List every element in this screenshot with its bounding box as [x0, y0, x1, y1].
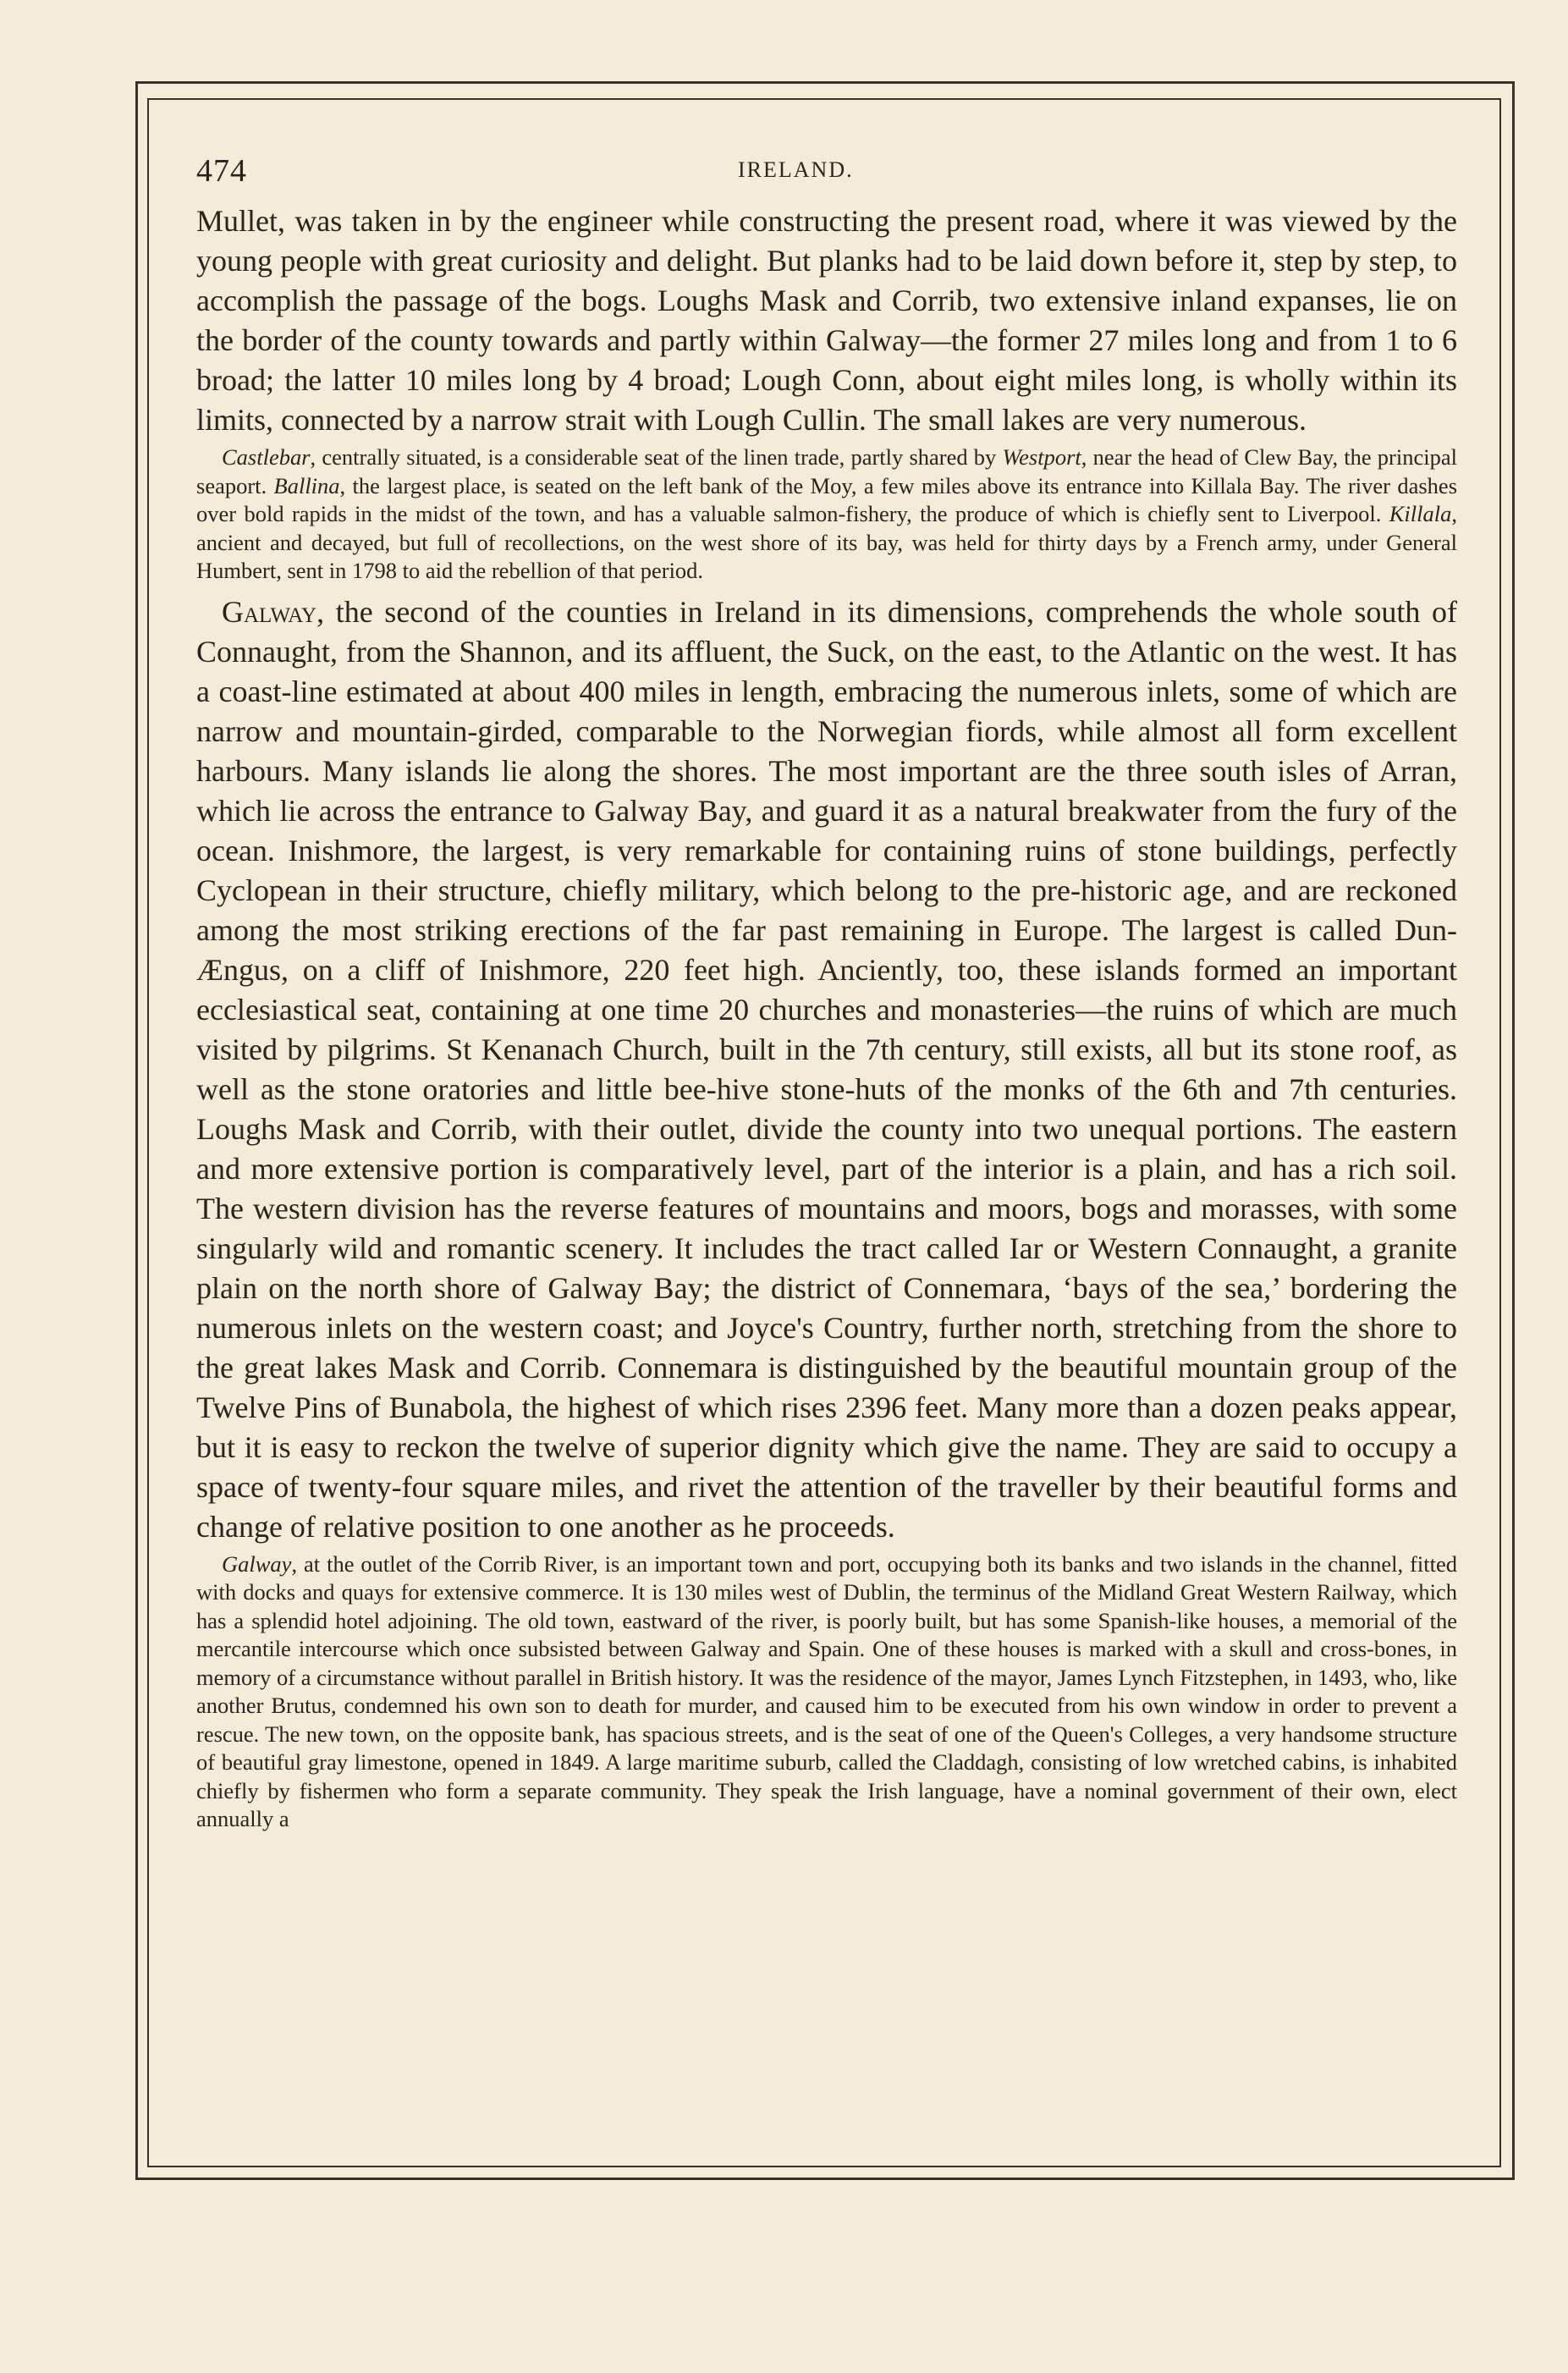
note-text: , near the head of Clew Bay, the principal seaport. — [196, 444, 1457, 498]
body-text: , the second of the counties in Ireland in its dimensions, comprehends the whole south of Connaught, from the Shannon, and its affluent, the Suck, on the east, to the Atlantic on the west. It has a coast-line estimated at about 400 miles in length, embracing the numerous inlets, some of which are narrow and mountain-girded, comparable to the Norwegian fiords, while almost all form excellent harbours. Many islands lie along the shores. The most important are the three south isles of Arran, which lie across the entrance to Galway Bay, and guard it as a natural breakwater from the fury of the ocean. Inishmore, the largest, is very remarkable for containing ruins of stone buildings, perfectly Cyclopean in their structure, chiefly military, which belong to the pre-historic age, and are reckoned among the most striking erections of the far past remaining in Europe. The largest is called Dun-Ængus, on a cliff of Inishmore, 220 feet high. Anciently, too, these islands formed an important ecclesiastical seat, containing at one time 20 churches and monasteries—the ruins of which are much visited by pilgrims. St Kenanach Church, built in the 7th century, still exists, all but its stone roof, as well as the stone oratories and little bee-hive stone-huts of the monks of the 6th and 7th centuries. Loughs Mask and Corrib, with their outlet, divide the county into two unequal portions. The eastern and more extensive portion is comparatively level, part of the interior is a plain, and has a rich soil. The western division has the reverse features of mountains and moors, bogs and morasses, with some singularly wild and romantic scenery. It includes the tract called Iar or Western Connaught, a granite plain on the north shore of Galway Bay; the district of Connemara, ‘bays of the sea,’ bordering the numerous inlets on the western coast; and Joyce's Country, further north, stretching from the shore to the great lakes Mask and Corrib. Connemara is distinguished by the beautiful mountain group of the Twelve Pins of Bunabola, the highest of which rises 2396 feet. Many more than a dozen peaks appear, but it is easy to reckon the twelve of superior dignity which give the name. They are said to occupy a space of twenty-four square miles, and rivet the attention of the traveller by their beautiful forms and change of relative position to one another as he proceeds. — [196, 594, 1457, 1544]
note-italic-galway: Galway — [222, 1550, 292, 1577]
note-italic-killala: Killala — [1389, 501, 1452, 526]
page-header — [196, 152, 1466, 195]
note-text: , at the outlet of the Corrib River, is an important town and port, occupying both its banks and two islands in the channel, fitted with docks and quays for extensive commerce. It is 130 miles west of Dublin, the terminus of the Midland Great Western Railway, which has a splendid hotel adjoining. The old town, eastward of the river, is poorly built, but has some Spanish-like houses, a memorial of the mercantile intercourse which once subsisted between Galway and Spain. One of these houses is marked with a skull and cross-bones, in memory of a circumstance without parallel in British history. It was the residence of the mayor, James Lynch Fitzstephen, in 1493, who, like another Brutus, condemned his own son to death for murder, and caused him to be executed from his own window in order to prevent a rescue. The new town, on the opposite bank, has spacious streets, and is the seat of one of the Queen's Colleges, a very handsome structure of beautiful gray limestone, opened in 1849. A large maritime suburb, called the Claddagh, consisting of low wretched cabins, is inhabited chiefly by fishermen who form a separate community. They speak the Irish language, have a nominal government of their own, elect annually a — [196, 1550, 1457, 1831]
body-paragraph-galway — [196, 592, 1457, 1547]
note-paragraph-mayo-towns — [196, 443, 1457, 586]
body-paragraph-mayo-lakes: Mullet, was taken in by the engineer while constructing the present road, where it was viewed by the young people with great curiosity and delight. But planks had to be laid down before it, step by step, to accomplish the passage of the bogs. Loughs Mask and Corrib, two extensive inland expanses, lie on the border of the county towards and partly within Galway—the former 27 miles long and from 1 to 6 broad; the latter 10 miles long by 4 broad; Lough Conn, about eight miles long, is wholly within its limits, connected by a narrow strait with Lough Cullin. The small lakes are very numerous. — [196, 204, 1457, 437]
page-content — [196, 201, 1457, 1841]
note-italic-castlebar: Castlebar — [222, 444, 311, 470]
note-paragraph-galway-town — [196, 1550, 1457, 1834]
note-text: , centrally situated, is a considerable seat of the linen trade, partly shared by — [310, 444, 1003, 470]
note-text: , ancient and decayed, but full of recollections, on the west shore of its bay, was held for thirty days by a French army, under General Humbert, sent in 1798 to aid the rebellion of that period. — [196, 501, 1457, 583]
section-lead-galway: Galway — [222, 594, 317, 629]
page-number: 474 — [196, 153, 247, 189]
running-head: IRELAND. — [738, 157, 854, 182]
note-italic-westport: Westport — [1002, 444, 1081, 470]
note-italic-ballina: Ballina — [273, 472, 340, 498]
note-text: , the largest place, is seated on the left bank of the Moy, a few miles above its entrance into Killala Bay. The river dashes over bold rapids in the midst of the town, and has a valuable salmon-fishery, the produce of which is chiefly sent to Liverpool. — [196, 472, 1458, 526]
